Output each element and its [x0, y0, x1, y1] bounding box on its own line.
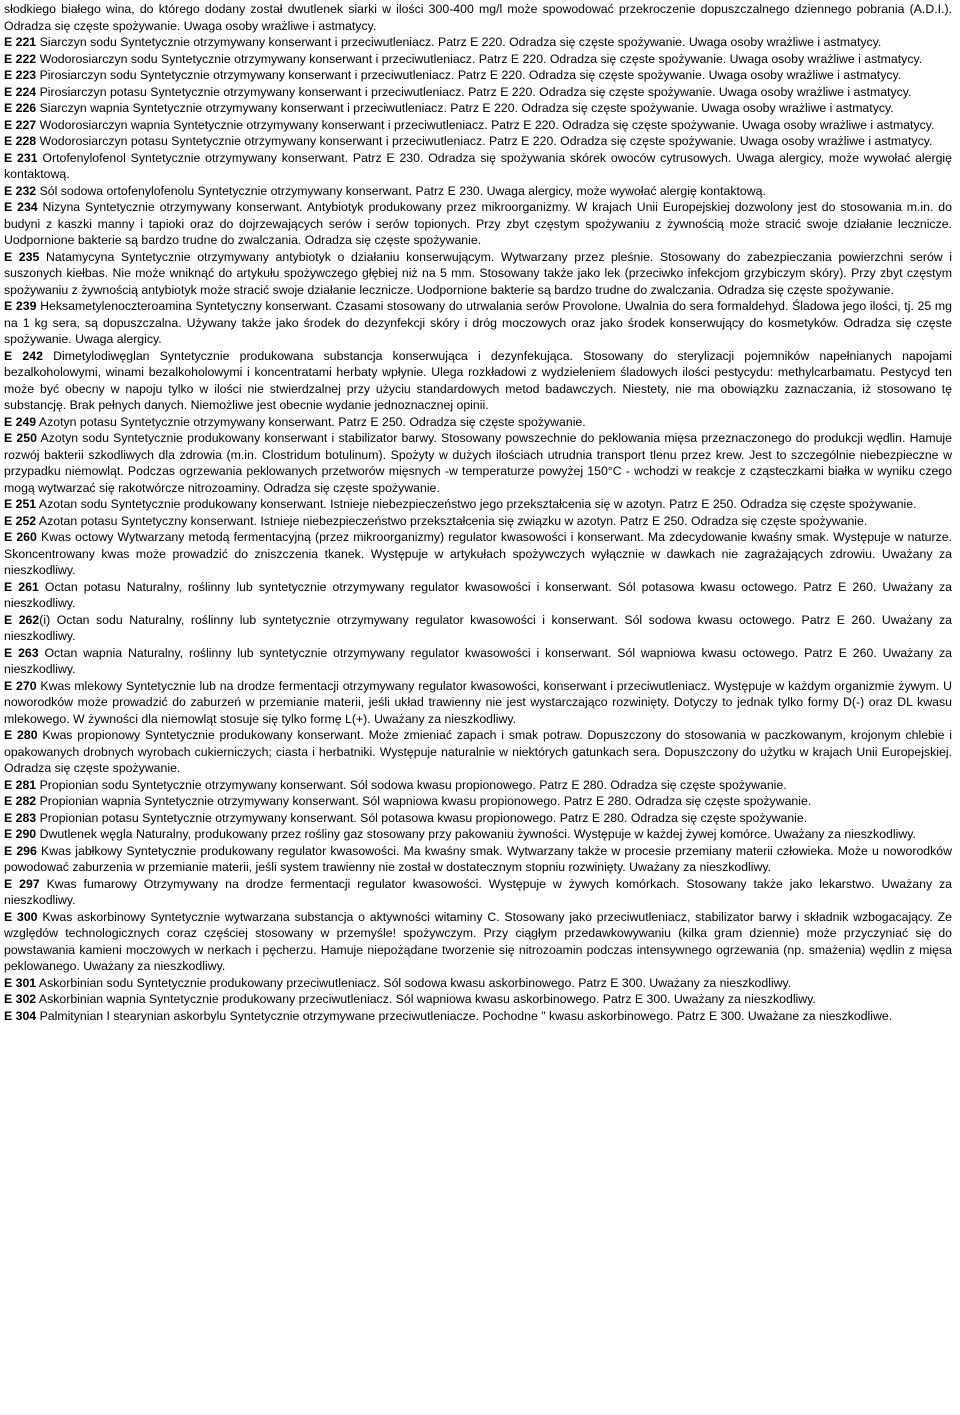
additive-description: Kwas octowy Wytwarzany metodą fermentacyjną (przez mikroorganizmy) regulator kwasowości i konserwant. Ma zdecydowanie kwaśny smak. Występuje w naturze. Skoncentrowany kwas może prowadzić do zniszczenia tkanek. Występuje w artykułach spożywczych wyłącznie w dawkach nie zagrażających zdrowiu. Uważany za nieszkodliwy. [4, 530, 953, 577]
additive-entry [4, 678, 952, 728]
additive-code: E 282 [4, 794, 37, 808]
additive-description: Azotyn sodu Syntetycznie produkowany konserwant i stabilizator barwy. Stosowany powszechnie do peklowania mięsa przeznaczonego do produkcji wędlin. Hamuje rozwój bakterii szkodliwych dla zdrowia (m.in. Clostridum botulinum). Spożyty w dużych ilościach utrudnia transport tlenu przez krew. Jest to szczególnie niebezpieczne w przypadku niemowląt. Podczas ogrzewania peklowanych przetworów mięsnych -w temperaturze powyżej 150°C - wchodzi w reakcje z cząsteczkami białka w wyniku czego mogą wytwarzać się rakotwórcze nitrozoaminy. Odradza się częste spożywanie. [4, 431, 952, 495]
additive-code: E 302 [4, 992, 37, 1006]
additive-entry [4, 51, 952, 68]
additive-description: Askorbinian wapnia Syntetycznie produkowany przeciwutleniacz. Sól wapniowa kwasu askorbinowego. Patrz E 300. Uważany za nieszkodliwy. [38, 992, 816, 1006]
additive-entry [4, 414, 952, 431]
additive-code: E 242 [4, 348, 43, 363]
additive-entry [4, 430, 952, 496]
additive-entry [4, 1008, 952, 1025]
additive-code: E 283 [4, 810, 37, 825]
additive-description: Nizyna Syntetycznie otrzymywany konserwant. Antybiotyk produkowany przez mikroorganizmy. W krajach Unii Europejskiej dozwolony jest do stosowania m.in. do budyni z kaszki manny i tapioki oraz do dojrzewających serów i serów topionych. Przy zbyt częstym spożywaniu z żywnością może stracić swoje działanie lecznicze. Uodpornione bakterie są bardzo trudne do zwalczania. Odradza się częste spożywanie. [4, 200, 952, 247]
additive-code: E 221 [4, 35, 37, 49]
additive-description: Wodorosiarczyn potasu Syntetycznie otrzymywany konserwant i przeciwutleniacz. Patrz E 220. Odradza się częste spożywanie. Uwaga osoby wrażliwe i astmatycy. [39, 134, 933, 148]
additive-description: Octan potasu Naturalny, roślinny lub syntetycznie otrzymywany regulator kwasowości i konserwant. Sól potasowa kwasu octowego. Patrz E 260. Uważany za nieszkodliwy. [4, 579, 953, 610]
additive-description: Kwas askorbinowy Syntetycznie wytwarzana substancja o aktywności witaminy C. Stosowany jako przeciwutleniacz, stabilizator barwy i składnik wzbogacający. Ze względów technologicznych coraz częściej stosowany w przemyśle! spożywczym. Przy ciągłym przedawkowywaniu (kilka gram dziennie) może przyczyniać się do powstawania kamieni moczowych w nerkach i pęcherzu. Hamuje niepożądane tworzenie się nitrozoamin podczas intensywnego ogrzewania (np. smażenia) wędlin z mięsa peklowanego. Uważany za nieszkodliwy. [4, 909, 952, 973]
additive-code: E 234 [4, 200, 38, 214]
additive-description: Wodorosiarczyn wapnia Syntetycznie otrzymywany konserwant i przeciwutleniacz. Patrz E 220. Odradza się częste spożywanie. Uwaga osoby wrażliwe i astmatycy. [39, 117, 935, 132]
additive-description: (i) Octan sodu Naturalny, roślinny lub syntetycznie otrzymywany regulator kwasowości i konserwant. Sól sodowa kwasu octowego. Patrz E 260. Uważany za nieszkodliwy. [4, 612, 953, 643]
additive-code: E 301 [4, 975, 37, 990]
additive-code: E 262 [4, 612, 40, 627]
additive-description: Wodorosiarczyn sodu Syntetycznie otrzymywany konserwant i przeciwutleniacz. Patrz E 220. Odradza się częste spożywanie. Uwaga osoby wrażliwe i astmatycy. [39, 51, 923, 66]
additive-code: E 232 [4, 183, 37, 198]
additive-description: Sól sodowa ortofenylofenolu Syntetycznie otrzymywany konserwant. Patrz E 230. Uwaga alergicy, może wywołać alergię kontaktową. [39, 183, 766, 198]
additive-entry [4, 810, 952, 827]
additive-description: Octan wapnia Naturalny, roślinny lub syntetycznie otrzymywany regulator kwasowości i konserwant. Sól wapniowa kwasu octowego. Patrz E 260. Uważany za nieszkodliwy. [4, 645, 952, 676]
additive-code: E 249 [4, 414, 37, 429]
additive-entry [4, 199, 952, 249]
additive-description: słodkiego białego wina, do którego dodany został dwutlenek siarki w ilości 300-400 mg/l może spowodować przekroczenie dopuszczalnego dziennego pobrania (A.D.I.). Odradza się częste spożywanie. Uwaga osoby wrażliwe i astmatycy. [4, 2, 952, 33]
additive-description: Siarczyn sodu Syntetycznie otrzymywany konserwant i przeciwutleniacz. Patrz E 220. Odradza się częste spożywanie. Uwaga osoby wrażliwe i astmatycy. [39, 35, 882, 49]
additive-entry [4, 909, 952, 975]
additive-code: E 300 [4, 909, 38, 924]
additive-code: E 224 [4, 84, 37, 99]
additive-code: E 297 [4, 876, 40, 891]
additive-entry [4, 793, 952, 810]
additive-entry [4, 876, 952, 909]
additive-code: E 251 [4, 497, 37, 511]
additive-entry [4, 298, 952, 348]
additive-code: E 250 [4, 431, 37, 445]
additive-description: Natamycyna Syntetycznie otrzymywany antybiotyk o działaniu konserwującym. Wytwarzany przez pleśnie. Stosowany do zabezpieczania powierzchni serów i suszonych kiełbas. Nie może wniknąć do artykułu spożywczego głębiej niż na 5 mm. Stosowany także jako lek (przeciwko infekcjom grzybiczym skóry). Przy zbyt częstym spożywaniu z żywnością antybiotyk może stracić swoje działanie lecznicze. Uodpornione bakterie są bardzo trudne do zwalczania. Odradza się częste spożywanie. [4, 249, 953, 297]
additive-entry [4, 150, 952, 183]
additive-description: Pirosiarczyn sodu Syntetycznie otrzymywany konserwant i przeciwutleniacz. Patrz E 220. Odradza się częste spożywanie. Uwaga osoby wrażliwe i astmatycy. [39, 68, 902, 82]
additive-entry [4, 117, 952, 134]
additive-entry [4, 133, 952, 150]
additive-code: E 263 [4, 645, 39, 660]
additive-entry [4, 67, 952, 84]
additive-description: Ortofenylofenol Syntetycznie otrzymywany konserwant. Patrz E 230. Odradza się spożywania skórek owoców cytrusowych. Uwaga alergicy, może wywołać alergię kontaktową. [4, 150, 953, 181]
additive-description: Kwas fumarowy Otrzymywany na drodze fermentacji regulator kwasowości. Występuje w żywych komórkach. Stosowany także jako lekarstwo. Uważany za nieszkodliwy. [4, 876, 952, 907]
additive-entry [4, 84, 952, 101]
additive-code: E 223 [4, 68, 37, 82]
additive-entry [4, 579, 952, 612]
additive-description: Dimetylodiwęglan Syntetycznie produkowana substancja konserwująca i dezynfekująca. Stosowany do sterylizacji pojemników napełnianych napojami bezalkoholowymi, winami bezalkoholowymi i koncentratami herbaty wpłynie. Ulega rozkładowi z wydzieleniem śladowych ilości pestycydu: methylcarbamatu. Pestycyd ten może być obecny w napoju tylko w ilości nie stwierdzalnej przy użyciu standardowych metod badawczych. Niestety, nie ma obowiązku zaznaczania, iż stosowano tę substancję. Brak pełnych danych. Niemożliwe jest obecnie wydanie jednoznacznej opinii. [4, 348, 952, 412]
additive-description: Heksametylenoczteroamina Syntetyczny konserwant. Czasami stosowany do utrwalania serów Provolone. Uwalnia do sera formaldehyd. Śladowa jego ilości, tj. 25 mg na 1 kg sera, są dopuszczalna. Używany także jako środek do dezynfekcji skóry i dróg moczowych oraz jako środek konserwujący do kosmetyków. Odradza się częste spożywanie. Uwaga alergicy. [4, 299, 953, 346]
additive-entry [4, 612, 952, 645]
additive-description: Azotan sodu Syntetycznie produkowany konserwant. Istnieje niebezpieczeństwo jego przekształcenia się w azotyn. Patrz E 250. Odradza się częste spożywanie. [38, 497, 917, 511]
additive-description: Kwas jabłkowy Syntetycznie produkowany regulator kwasowości. Ma kwaśny smak. Wytwarzany także w procesie przemiany materii człowieka. Może u noworodków powodować zaburzenia w przemianie materii, jeśli system trawienny nie został w dostatecznym stopniu rozwinięty. Uważany za nieszkodliwy. [4, 843, 953, 874]
additive-entry [4, 727, 952, 777]
additive-code: E 304 [4, 1008, 37, 1023]
additive-code: E 296 [4, 843, 37, 858]
additive-description: Propionian wapnia Syntetycznie otrzymywany konserwant. Sól wapniowa kwasu propionowego. Patrz E 280. Odradza się częste spożywanie. [39, 794, 812, 808]
additive-description: Siarczyn wapnia Syntetycznie otrzymywany konserwant i przeciwutleniacz. Patrz E 220. Odradza się częste spożywanie. Uwaga osoby wrażliwe i astmatycy. [39, 101, 894, 115]
additive-description: Propionian sodu Syntetycznie otrzymywany konserwant. Sól sodowa kwasu propionowego. Patrz E 280. Odradza się częste spożywanie. [39, 777, 787, 792]
additive-entry [4, 249, 952, 299]
additive-entry [4, 529, 952, 579]
additive-entry [4, 645, 952, 678]
additive-entry [4, 843, 952, 876]
additive-code: E 231 [4, 150, 38, 165]
additive-code: E 261 [4, 579, 39, 594]
additive-entry [4, 777, 952, 794]
additive-entry [4, 34, 952, 51]
additive-entry [4, 513, 952, 530]
additive-description: Kwas mlekowy Syntetycznie lub na drodze fermentacji otrzymywany regulator kwasowości, konserwant i przeciwutleniacz. Występuje w każdym organizmie żywym. U noworodków może prowadzić do zaburzeń w przemianie materii, jeśli układ trawienny nie jest wystarczająco rozwinięty. Dotyczy to jednak tylko formy D(-) oraz DL kwasu mlekowego. W żywności dla niemowląt stosuje się tylko formę L(+). Uważany za nieszkodliwy. [4, 678, 953, 726]
additive-description: Dwutlenek węgla Naturalny, produkowany przez rośliny gaz stosowany przy pakowaniu żywności. Występuje w każdej żywej komórce. Uważany za nieszkodliwy. [39, 827, 916, 841]
additive-entry [4, 975, 952, 992]
additive-description: Propionian potasu Syntetycznie otrzymywany konserwant. Sól potasowa kwasu propionowego. Patrz E 280. Odradza się częste spożywanie. [39, 810, 808, 825]
additive-entry [4, 183, 952, 200]
additive-entry [4, 348, 952, 414]
additive-entry [4, 1, 952, 34]
additive-entry [4, 826, 952, 843]
additive-code: E 239 [4, 299, 37, 313]
additive-code: E 280 [4, 728, 38, 742]
additive-description: Kwas propionowy Syntetycznie produkowany konserwant. Może zmieniać zapach i smak potraw. Dopuszczony do stosowania w paczkowanym, krojonym chlebie i opakowanych drobnych wyrobach cukierniczych; ciasta i herbatniki. Występuje naturalnie w niektórych gatunkach sera. Dopuszczony do użytku w krajach Unii Europejskiej. Odradza się częste spożywanie. [4, 728, 953, 775]
additive-description: Palmitynian I stearynian askorbylu Syntetycznie otrzymywane przeciwutleniacze. Pochodne " kwasu askorbinowego. Patrz E 300. Uważane za nieszkodliwe. [39, 1008, 893, 1023]
additive-description: Azotyn potasu Syntetycznie otrzymywany konserwant. Patrz E 250. Odradza się częste spożywanie. [38, 414, 586, 429]
additive-description: Azotan potasu Syntetyczny konserwant. Istnieje niebezpieczeństwo przekształcenia się związku w azotyn. Patrz E 250. Odradza się częste spożywanie. [38, 513, 868, 528]
additive-code: E 235 [4, 249, 40, 264]
additive-code: E 226 [4, 101, 37, 115]
additive-code: E 260 [4, 530, 37, 544]
additive-description: Pirosiarczyn potasu Syntetycznie otrzymywany konserwant i przeciwutleniacz. Patrz E 220. Odradza się częste spożywanie. Uwaga osoby wrażliwe i astmatycy. [39, 84, 912, 99]
additive-code: E 270 [4, 678, 37, 693]
additive-code: E 227 [4, 117, 37, 132]
additive-entry [4, 496, 952, 513]
additive-code: E 222 [4, 51, 37, 66]
additive-entry [4, 991, 952, 1008]
additive-code: E 252 [4, 513, 37, 528]
additive-code: E 281 [4, 777, 37, 792]
additive-description: Askorbinian sodu Syntetycznie produkowany przeciwutleniacz. Sól sodowa kwasu askorbinowego. Patrz E 300. Uważany za nieszkodliwy. [38, 975, 792, 990]
additive-entry [4, 100, 952, 117]
additive-code: E 290 [4, 827, 37, 841]
additive-code: E 228 [4, 134, 37, 148]
